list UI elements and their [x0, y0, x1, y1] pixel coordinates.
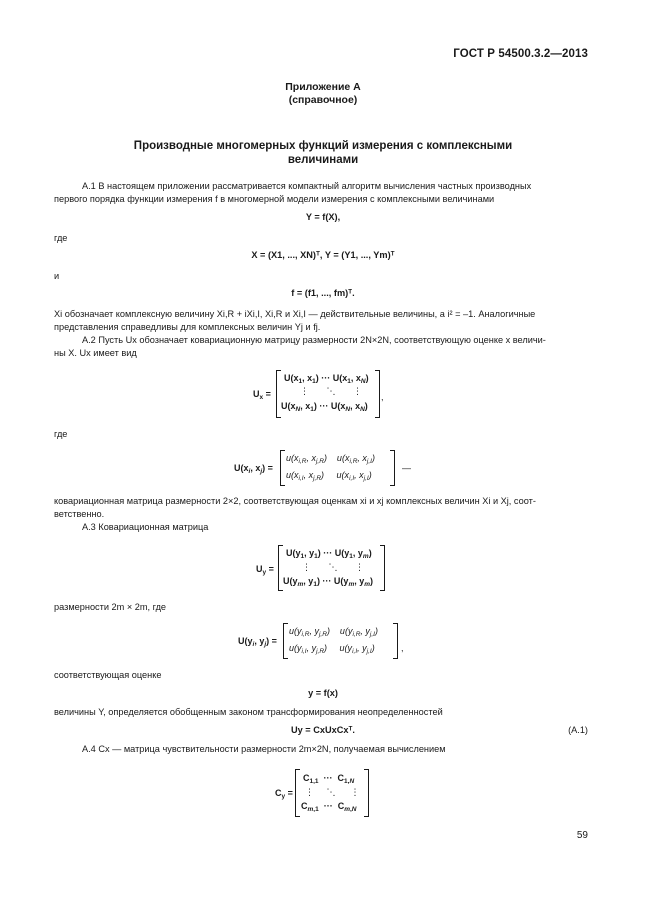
paragraph-cov-line1: ковариационная матрица размерности 2×2, соответствующая оценкам xi и xj комплексных величин Xi и Xj, соот-	[54, 496, 536, 506]
page-number: 59	[576, 830, 588, 841]
section-title-line1: Производные многомерных функций измерения с комплексными	[133, 140, 513, 152]
paragraph-a4: А.4 Cx — матрица чувствительности размерности 2m×2N, получаемая вычислением	[82, 744, 446, 754]
paragraph-corresp: соответствующая оценке	[54, 670, 162, 680]
paragraph-dim2m: размерности 2m × 2m, где	[54, 602, 167, 612]
standard-number: ГОСТ Р 54500.3.2—2013	[453, 48, 588, 60]
annex-subtitle: (справочное)	[288, 94, 358, 106]
text-and: и	[54, 271, 60, 281]
dash: —	[402, 463, 411, 473]
paragraph-a2-line2: ны X. Ux имеет вид	[54, 348, 137, 358]
paragraph-a1-line1: А.1 В настоящем приложении рассматривается компактный алгоритм вычисления частных производных	[82, 181, 532, 191]
equation-uy: Uy = CxUxCxᵀ.	[291, 725, 355, 735]
section-title-line2: величинами	[287, 154, 359, 166]
equation-x-y-vectors: X = (X1, ..., XN)ᵀ, Y = (Y1, ..., Ym)ᵀ	[251, 250, 395, 260]
annex-title: Приложение А	[285, 81, 361, 93]
paragraph-xi-line1: Xi обозначает комплексную величину Xi,R + iXi,I, Xi,R и Xi,I — действительные величины, а i² = –1. Аналогичные	[54, 309, 536, 319]
equation-y-fx: Y = f(X),	[305, 212, 341, 222]
comma: ,	[401, 643, 404, 653]
text-where-1: где	[54, 233, 68, 243]
equation-number: (A.1)	[568, 725, 588, 735]
paragraph-cov-line2: ветственно.	[54, 509, 105, 519]
paragraph-a2-line1: А.2 Пусть Ux обозначает ковариационную матрицу размерности 2N×2N, соответствующую оценке x величи-	[82, 335, 546, 345]
paragraph-xi-line2: представления справедливы для комплексных величин Yj и fj.	[54, 322, 321, 332]
text-where-2: где	[54, 429, 68, 439]
paragraph-a1-line2: первого порядка функции измерения f в многомерной модели измерения с комплексными величинами	[54, 194, 495, 204]
paragraph-values-y: величины Y, определяется обобщенным законом трансформирования неопределенностей	[54, 707, 443, 717]
paragraph-a3: А.3 Ковариационная матрица	[82, 522, 209, 532]
equation-y-fx-est: y = f(x)	[308, 688, 338, 698]
equation-f-vector: f = (f1, ..., fm)ᵀ.	[291, 288, 355, 298]
